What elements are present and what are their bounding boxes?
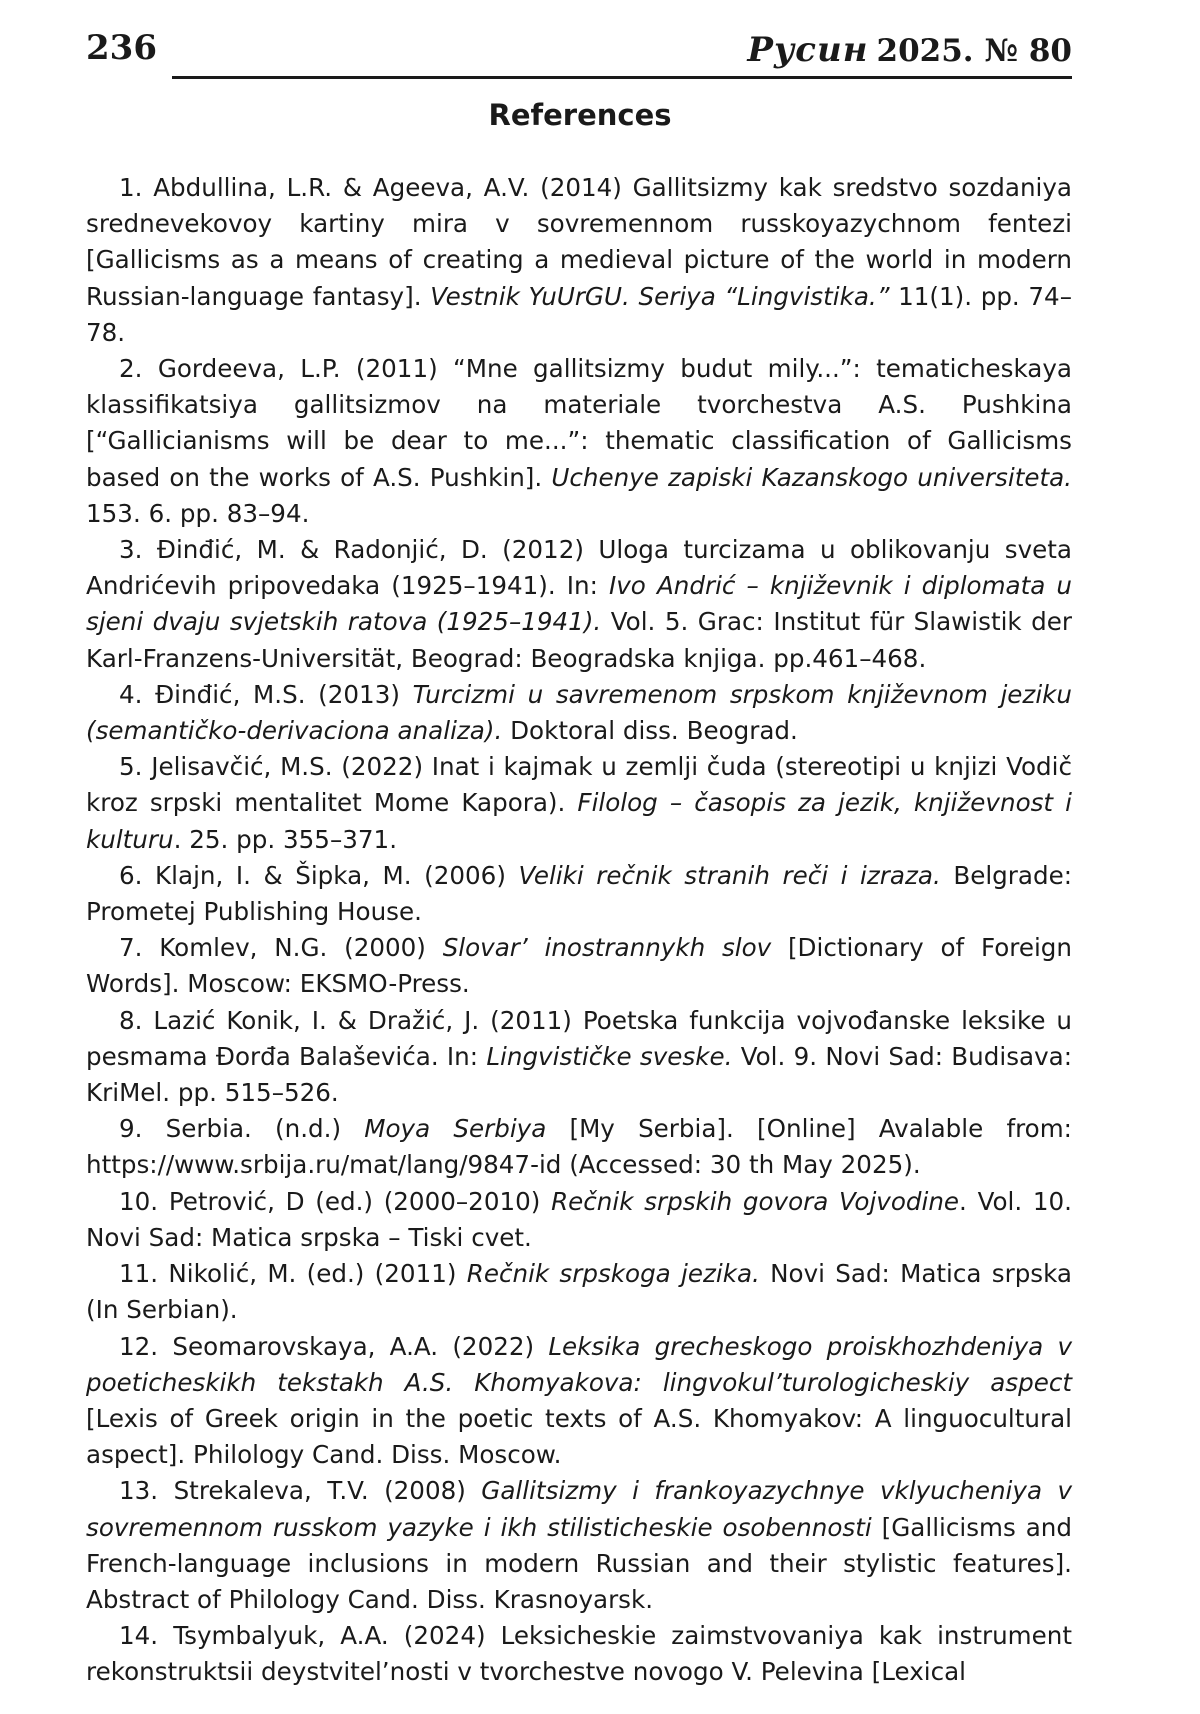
reference-number: 1. <box>119 173 154 202</box>
reference-title: Veliki rečnik stranih reči i izraza. <box>518 860 941 890</box>
reference-number: 3. <box>119 535 157 565</box>
reference-text: Belgrade: Prometej Publishing House. <box>86 860 1072 927</box>
reference-number: 2. <box>119 354 158 384</box>
reference-item <box>86 1111 1072 1183</box>
reference-text: Doktoral diss. Beograd. <box>502 716 798 746</box>
reference-title: Gallitsizmy i frankoyazychnye vklyucheniya v sovremennom russkom yazyke i ikh stilisticheskie osobennosti <box>86 1476 1073 1542</box>
journal-issue-header <box>747 30 1072 70</box>
journal-logo: Русин <box>747 30 869 70</box>
reference-text: 11(1). pp. 74–78. <box>86 281 1072 347</box>
reference-number: 8. <box>119 1005 154 1035</box>
reference-number: 13. <box>119 1476 174 1506</box>
running-header <box>86 24 1072 80</box>
reference-title: Vestnik YuUrGU. Seriya “Lingvistika.” <box>430 281 890 311</box>
reference-text: Vol. 5. Grac: Institut für Slawistik der Karl-Franzens-Universität, Beograd: Beogradska knjiga. pp.461–468. <box>86 607 1072 673</box>
reference-text: [Lexis of Greek origin in the poetic texts of A.S. Khomyakov: A linguocultural aspect]. Philology Cand. Diss. Moscow. <box>86 1403 1072 1470</box>
reference-item <box>86 858 1072 930</box>
reference-text: Komlev, N.G. (2000) <box>159 933 443 963</box>
reference-text: Klajn, I. & Šipka, M. (2006) <box>155 860 519 890</box>
page-number: 236 <box>86 28 157 68</box>
reference-number: 14. <box>119 1621 174 1651</box>
reference-text: . 25. pp. 355–371. <box>173 824 398 854</box>
section-title: References <box>488 98 672 132</box>
reference-item <box>86 1473 1072 1618</box>
reference-item <box>86 170 1072 351</box>
reference-title: Lingvističke sveske. <box>486 1041 733 1071</box>
reference-item <box>86 1256 1072 1328</box>
reference-text: . Vol. 10. Novi Sad: Matica srpska – Tiski cvet. <box>86 1186 1072 1252</box>
reference-text: Strekaleva, T.V. (2008) <box>173 1476 482 1506</box>
reference-title: Moya Serbiya <box>364 1114 547 1144</box>
reference-item <box>86 532 1072 677</box>
reference-text: 153. 6. pp. 83–94. <box>86 498 310 528</box>
reference-text: Abdullina, L.R. & Ageeva, A.V. (2014) Gallitsizmy kak sredstvo sozdaniya srednevekovoy kartiny mira v sovremennom russkoyazychnom fentezi [Gallicisms as a means of creating a medieval picture of the world in modern Russian-language fantasy]. <box>86 173 1072 311</box>
reference-text: Gordeeva, L.P. (2011) “Mne gallitsizmy budut mily...”: tematicheskaya klassifikatsiya gallitsizmov na materiale tvorchestva A.S. Pushkina [“Gallicianisms will be dear to me...”: thematic classification of Gallicisms based on the works of A.S. Pushkin]. <box>86 354 1072 492</box>
reference-number: 10. <box>119 1186 169 1216</box>
reference-title: Filolog – časopis za jezik, književnost i kulturu <box>86 788 1072 854</box>
reference-text: [Dictionary of Foreign Words]. Moscow: EKSMO-Press. <box>86 933 1072 999</box>
reference-number: 9. <box>119 1114 166 1144</box>
reference-number: 5. <box>119 752 152 782</box>
reference-title: Ivo Andrić – književnik i diplomata u sjeni dvaju svjetskih ratova (1925–1941). <box>86 571 1072 637</box>
reference-text: Vol. 9. Novi Sad: Budisava: KriMel. pp. 515–526. <box>86 1041 1072 1108</box>
reference-item <box>86 1003 1072 1112</box>
reference-text: Petrović, D (ed.) (2000–2010) <box>168 1186 552 1216</box>
reference-item <box>86 1329 1072 1474</box>
reference-item <box>86 930 1072 1002</box>
reference-number: 6. <box>119 860 156 890</box>
reference-text: Đinđić, M. & Radonjić, D. (2012) Uloga turcizama u oblikovanju sveta Andrićevih pripovedaka (1925–1941). In: <box>86 535 1072 601</box>
reference-text: [My Serbia]. [Online] Avalable from: https://www.srbija.ru/mat/lang/9847-id (Accessed: 30 th May 2025). <box>86 1114 1072 1180</box>
reference-title: Turcizmi u savremenom srpskom književnom jeziku (semantičko-derivaciona analiza). <box>86 679 1072 746</box>
issue-label: 2025. № 80 <box>876 33 1072 69</box>
reference-number: 11. <box>119 1259 169 1289</box>
reference-text: Tsymbalyuk, A.A. (2024) Leksicheskie zaimstvovaniya kak instrument rekonstruktsii deystvitel’nosti v tvorchestve novogo V. Pelevina [Lexical <box>86 1621 1072 1687</box>
reference-text: Novi Sad: Matica srpska (In Serbian). <box>86 1259 1072 1325</box>
reference-title: Leksika grecheskogo proiskhozhdeniya v poeticheskikh tekstakh A.S. Khomyakova: lingvokul’turologicheskiy aspect <box>86 1331 1072 1397</box>
reference-title: Slovar’ inostrannykh slov <box>442 933 772 963</box>
reference-item <box>86 749 1072 858</box>
reference-title: Rečnik srpskih govora Vojvodine <box>551 1186 960 1216</box>
reference-text: Đinđić, M.S. (2013) <box>155 679 413 709</box>
reference-text: Seomarovskaya, A.A. (2022) <box>172 1331 549 1361</box>
reference-text: Nikolić, M. (ed.) (2011) <box>168 1259 467 1289</box>
reference-number: 4. <box>119 679 156 709</box>
reference-item <box>86 351 1072 532</box>
reference-title: Uchenye zapiski Kazanskogo universiteta. <box>551 462 1072 492</box>
header-rule <box>172 76 1072 79</box>
reference-item <box>86 1618 1072 1690</box>
reference-number: 12. <box>119 1331 173 1361</box>
reference-text: Lazić Konik, I. & Dražić, J. (2011) Poetska funkcija vojvođanske leksike u pesmama Đorđa Balaševića. In: <box>86 1005 1072 1071</box>
reference-item <box>86 1184 1072 1256</box>
reference-text: Serbia. (n.d.) <box>165 1114 365 1144</box>
references-list <box>86 170 1072 1691</box>
reference-title: Rečnik srpskoga jezika. <box>466 1259 760 1289</box>
reference-item <box>86 677 1072 749</box>
reference-number: 7. <box>119 933 160 963</box>
reference-text: Jelisavčić, M.S. (2022) Inat i kajmak u zemlji čuda (stereotipi u knjizi Vodič kroz srpski mentalitet Mome Kapora). <box>86 752 1072 818</box>
reference-text: [Gallicisms and French-language inclusions in modern Russian and their stylistic features]. Abstract of Philology Cand. Diss. Krasnoyarsk. <box>86 1512 1072 1614</box>
